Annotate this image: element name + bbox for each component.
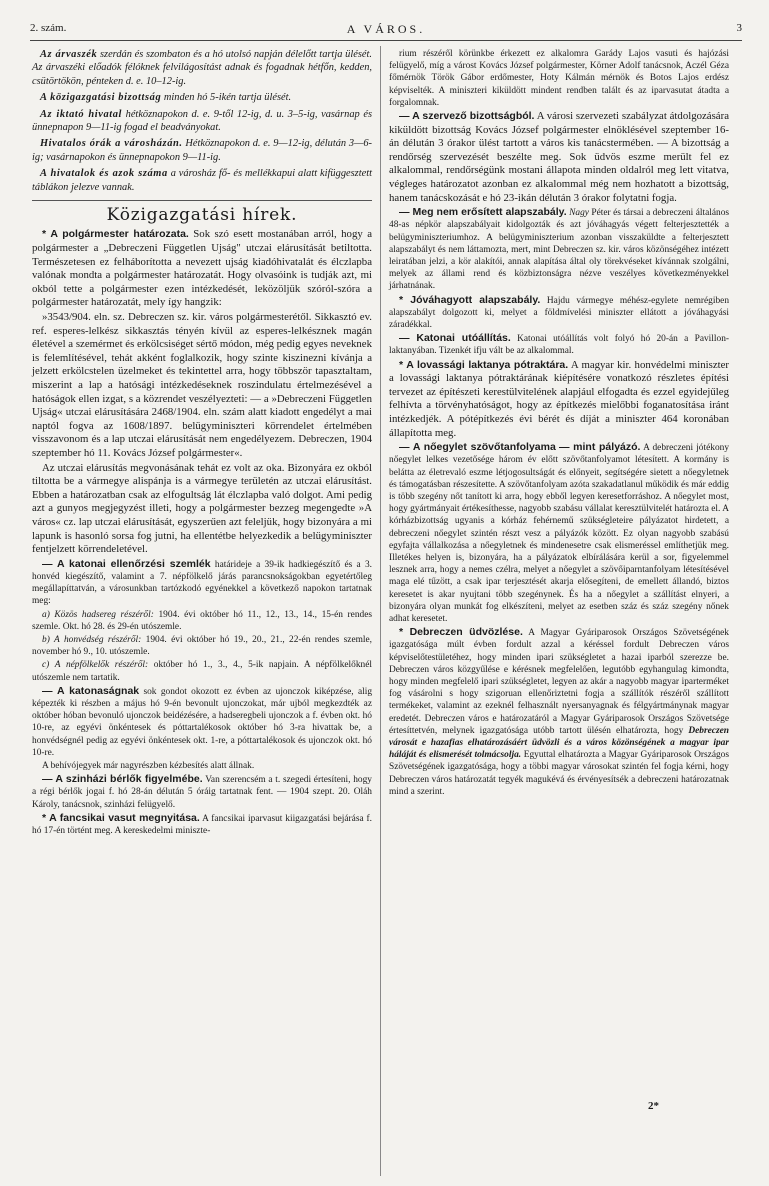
- article-text: Katonai utóállítás volt folyó hó 20-án a Pavillon-laktanyában. Tizenkét ifju vált be az alkalommal.: [389, 334, 729, 357]
- notice-text: szerdán és szombaton és a hó utolsó napján délelőtt tartja ülését. Az árvaszéki előadók félóknek felvilágosítást adnak és fogadnak hétfőn, kedden, csütörtökön, pénteken d. e. 10–12-ig.: [32, 49, 372, 87]
- article-text: A debreczeni jótékony nőegylet lelkes vezetősége három év előtt szövőtanfolyamot létesített. A kormány is belátta az életrevaló eszme létjogosultságát és előnyeit, segítségére sietett a nőegyletnek és támogatásban részesítette. A szövőtanfolyam azóta szakadatlanul működik és már eddig is több szegény nőt tanított ki arra, hogy ebből legyen keresetforráshoz. A nőegylet most, hogy gyártmányait értékesíthesse, nagyobb szabásu vállalat keresztülvitelét határozta el. A kórházbizottság ugyanis a kórház fehérnemű szükségleteire pályázatot hirdetett, a debreczeni nőegylet szintén részt vesz a pályázók között. Ez olyan nagyobb szabású egyfajta vállalkozása a nőegyletnek és mindenesetre csak elismeréssel említhetjük meg. Illetékes helyen is, bizonyára, ha a pályázatok elbírálására kerül a sor, figyelemmel lesznek arra, hogy a nemes czélra, melyet a nőegylet a szövőiparntanfolyam létesítésével maga elé tűzött, a csak ipar terjesztését akarja elősegíteni, de emellett állandó, biztos keresetet is akar nyujtani több szegénynek. És ha a nőegylet a szállítást elnyeri, a bizonyára olyan munkát fog elkészíteni, melyet az esetben száz és száz szegény nőnek adhat keresetet.: [389, 443, 730, 625]
- right-column: [389, 48, 729, 799]
- notice-orak: [32, 137, 372, 164]
- article-heading: * Jóváhagyott alapszabály.: [399, 293, 541, 306]
- article-name: Nagy: [569, 208, 589, 219]
- notice-text: Hétköznapokon d. e. 9—12-ig, délután 3—6-ig; vasárnapokon és ünnepnapokon 9—11-ig.: [32, 138, 372, 163]
- article-laktanya: [389, 359, 729, 441]
- notice-text: hétköznapokon d. e. 9-től 12-ig, d. u. 3–5-ig, vasárnap és ünnepnapon 9—11-ig fogad el beadványokat.: [32, 108, 372, 134]
- schedule-kozos: [32, 609, 372, 633]
- article-heading: * Debreczen üdvözlése.: [399, 626, 523, 639]
- article-text: Sok szó esett mostanában arról, hogy a polgármester a „Debreczeni Független Ujság" utczai elárusítását betiltotta. Természetesen ez felháborította a nevezett ujság kiadóhivatalát és élczlapba valónak mondta a polgármester határozatát. Hogy olvasóink is tudják azt, mi okból tette a polgármester ezen intézkedését, leközöljük szóról-szóra a polgármester határozatát, mely így hangzik:: [32, 228, 372, 309]
- notice-iktato: [32, 108, 372, 135]
- notice-arvaszek: [32, 48, 372, 88]
- section-title: Közigazgatási hírek.: [106, 205, 298, 226]
- article-heading: — A katonai ellenőrzési szemlék: [42, 557, 211, 570]
- article-heading: * A lovassági laktanya pótraktára.: [399, 358, 569, 371]
- article-text: A fancsikai iparvasut kiigazgatási bejárása f. hó 17-én történt meg. A kereskedelmi miniszte-: [32, 813, 373, 836]
- article-noegylet: [389, 441, 729, 625]
- article-behivo: A behívójegyek már nagyrészben kézbesítés alatt állnak.: [42, 760, 255, 771]
- schedule-nepfolkelo: [32, 659, 372, 683]
- article-vasut: [32, 812, 372, 837]
- issue-number: 2. szám.: [30, 22, 67, 34]
- article-heading: — A katonaságnak: [42, 684, 140, 697]
- article-heading: — A szervező bizottságból.: [399, 110, 535, 123]
- article-conclusion: Az utczai elárusítás megvonásának tehát ez volt az oka. Bizonyára ez okból tiltotta be a vármegye alispánja is a vármegye területén az utczai elárusítást. Ebben a határozatban csak az elfogultság lát élczlapba való dolgot. Ami pedig azt a gunyos megjegyzést illeti, hogy a polgármester bezzeg megengedte »A város« cz. lap utczai elárusítását, egyszerűen azt feleljük, hogy bizonyára a mi lapunk is hasonló sorsa fog jutni, ha ellentétbe helyezkedik a belügyminiszter fentjelzett körrendeletével.: [32, 461, 372, 556]
- article-vasut-cont: rium részéről körünkbe érkezett ez alkalomra Garády Lajos vasuti és hajózási felügyelő, míg a várost Kovács József polgármester, Körner Adolf tanácsnok, Aczél Géza főmérnök Török Gábor erdőmester, Hoty Kálmán mérnök és Botos Lajos erdész képviselték. A miniszteri kiküldött mindent rendben talált és az iparvasutat átadta a forgalomnak.: [389, 49, 729, 108]
- schedule-label: b) A honvédség részéről:: [42, 634, 142, 645]
- notice-heading: Az iktató hivatal: [40, 108, 123, 120]
- publication-title: A VÁROS.: [346, 22, 426, 36]
- notice-heading: A közigazgatási bizottság: [40, 92, 162, 104]
- article-katonasag: [32, 685, 372, 759]
- notice-hivatalok: [32, 167, 372, 194]
- article-heading: * A fancsikai vasut megnyitása.: [42, 811, 200, 824]
- article-heading: — Katonai utóállítás.: [399, 332, 511, 345]
- article-text: Van szerencsém a t. szegedi értesíteni, hogy a régi bérlők jogai f. hó 28-án délután 5 óráig tartatnak fent. — 1904 szept. 20. Oláh Károly, tanácsnok, szinházi felügyelő.: [32, 775, 372, 810]
- schedule-text: 1904. évi október hó 19., 20., 21., 22-én rendes szemle, november hó 9., 10. utószemle.: [32, 634, 373, 658]
- article-text: Egyuttal elhatározta a Magyar Gyáriparosok Országos Szövetségének igazgatósága, hogy a többi magyar városokat szintén fel fogja kérni, hogy Debreczen város határozatát tegyék magukévá és érvényesítsék a debreczeni határozatnak mind a szerint.: [389, 750, 730, 797]
- article-alapszabaly: [389, 206, 729, 292]
- notice-text: a városház fő- és mellékkapui alatt kifüggesztett táblákon jelezve vannak.: [32, 168, 372, 193]
- article-utoallitas: [389, 332, 729, 357]
- article-text: sok gondot okozott ez évben az ujonczok kiképzése, alig képezték ki részben a május hó 9-én bevonult ujonczokat, már ujból megkezdték az október hóban bevonuló ujonczok beidézésére, a hadseregbeli ujonczok a f. évben okt. hó 10-re, az egyévi önkéntesek és póttartalékosok október hó 3-ra hivattak be, a honvédségnél pedig az egyévi önkéntesek okt. 1-re, a póttartalékosok és ujonczok okt. hó 10-re.: [32, 686, 373, 758]
- schedule-text: október hó 1., 3., 4., 5-ik napjain. A népfölkelőknél utószemle nem tartatik.: [32, 660, 372, 683]
- article-text: Péter és társai a debreczeni általános 48-as népkör alapszabályait kidolgozták és azt jóváhagyás végett felterjesztették a belügyminiszteriumhoz. A belügyminiszterium azonban visszaküldte a felterjesztett alapszabályt és nem láttamozta, mert, mint Debreczen sz. kir. város közönségéhez intézett leiratában jelzi, a kör alakítói, annak alapítása által oly törekvéseket kívánnak szolgálni, melyek az állami rend és közbiztonságra nézve veszélyes következményekkel járhatnának.: [389, 208, 730, 292]
- article-jovahagyott: [389, 294, 729, 332]
- schedule-label: c) A népfölkelők részéről:: [42, 660, 149, 671]
- page-number: 3: [736, 22, 742, 34]
- schedule-text: 1904. évi október hó 11., 12., 13., 14., 15-én rendes szemle. Okt. hó 28. és 29-én utószemle.: [32, 609, 373, 632]
- article-heading: — A szinházi bérlők figyelmébe.: [42, 773, 203, 786]
- article-udvozles: [389, 626, 729, 798]
- article-heading: — Meg nem erősített alapszabály.: [399, 206, 567, 219]
- article-szinhaz: [32, 773, 372, 811]
- left-column: [32, 48, 372, 838]
- schedule-honved: [32, 634, 372, 658]
- article-emphasis: Debreczen városát e hazafias elhatározásáért üdvözli és a város közönségének a magyar ipar háláját és elismerését tolmácsolja.: [389, 725, 729, 761]
- notice-heading: A hivatalok és azok száma: [40, 168, 168, 180]
- article-szemlek: [32, 558, 372, 608]
- article-heading: * A polgármester határozata.: [42, 228, 189, 241]
- article-polgarmester: [32, 228, 372, 310]
- notice-text: minden hó 5-ikén tartja ülését.: [163, 92, 292, 104]
- article-text: határideje a 39-ik hadkiegészítő és a 3. honvéd kiegészítő, valamint a 7. népfölkelő járás parancsnokságokban egyetértőleg megállapíttatván, a városunkban tartózkodó egyénekkel a következő napokon tartatnak meg:: [32, 559, 373, 607]
- notice-bizottsag: [32, 91, 372, 104]
- schedule-label: a) Közös hadsereg részéről:: [42, 609, 154, 620]
- signature-mark: 2*: [648, 1100, 659, 1112]
- article-text: A magyar kir. honvédelmi miniszter a lovassági laktanya pótraktárának kiépítésére vonatkozó részletes építési tervezet az építészeti kerestülvitelének alapjául elfogadta és ezzel egyidejűleg felhívta a törvényhatóságot, hogy az építkezés mielőbbi foganatosítása iránt intézkedjék. A pótépítkezés évi bérét és díját a miniszter 464 koronában állapította meg.: [389, 358, 730, 439]
- article-text: Hajdu vármegye méhész-egylete nemrégiben alapszabályt dolgozott ki, melyet a földmívelési miniszter ellátott a jóváhagyási záradékkal.: [389, 295, 730, 330]
- section-rule: [32, 200, 372, 201]
- notice-heading: Hivatalos órák a városházán.: [40, 138, 183, 150]
- page-header: [30, 22, 742, 40]
- header-rule: [30, 40, 742, 41]
- article-text: A Magyar Gyáriparosok Országos Szövetségének igazgatósága múlt évben fordult azzal a kéréssel fordult Debreczen város képviselőtestületéhez, hogy minden ipari szükségletet a hazai iparból szerezze be. Debreczen város közgyűlése e kérésnek megfelelően, legutóbb egyhangulag kimondta, hogy minden megfelelő ipari szükségletet, legyen az akár a nagyobb magyar iparterméket fog vásárolni s hogy szigoruan ellenőriztetni fogja a szállítók részéről szállított termékeket, valamint az ezeknél felhasznált nyersanyagnak és félgyártmánynak magyar eredetét. Debreczen város e határozatáról a Magyar Gyáriparosok Országos Szövetsége értesíttetvén, melynek igazgatósága utóbb tartott ülésén elhatározta, hogy: [389, 628, 729, 736]
- notice-heading: Az árvaszék: [40, 49, 98, 60]
- article-subheading: — mint pályázó.: [558, 441, 641, 454]
- article-heading: — A nőegylet szövőtanfolyama: [399, 441, 556, 454]
- article-text: A városi szervezeti szabályzat átdolgozására kiküldött bizottság Kovács József polgármester elnöklésével szeptember 16-án délután 3 órakor ülést tartott a város kis tanácstermében. — A bizottság a rendőrség szervezését beszélte meg. Sok üdvös eszme merült fel ez alkalommal, rendőrségünk mostani állapota minden oldalról meg lett vitatva, végleges határozatot azonban ez alkalommal még nem hozhatott a bizottság, hanem tanácskozását e hó 23-ikán délután 3 órakor folytatni fogja.: [389, 110, 729, 204]
- article-szervezo: [389, 110, 729, 205]
- column-divider: [380, 46, 381, 1176]
- article-quote: »3543/904. eln. sz. Debreczen sz. kir. város polgármesterétől. Sikkasztó ev. ref. esperes-lelkész sikkasztás tényén kívül az esperes-lelkésznek magán életével a szemérmet és erkölcsiséget sértő módon, még pedig egyes neveknek is felemlítésével, tehát akként foglalkozik, hogy szinte kiszinezni kívánja a jelzett erkölcstelen üzelmeket és tekintettel arra, hogy többször tapasztaltam, miszerint a lap a hatósági intézkedéseknek roszindulatu értelmezésével a hatóságok ellen izgat, s a közrendet veszélyezteti: — a »Debreczeni Független Ujság« utczai elárusítására 2468/1904. eln. szám alatt kiadott engedélyt a mai naptól fogva az 1608/1897. belügyminiszteri körrendelet értelmében visszavonom és a lap utczai elárusítását nem engedélyezem. Debreczen, 1904 szeptember hó 11. Kovács József polgármester«.: [32, 311, 372, 459]
